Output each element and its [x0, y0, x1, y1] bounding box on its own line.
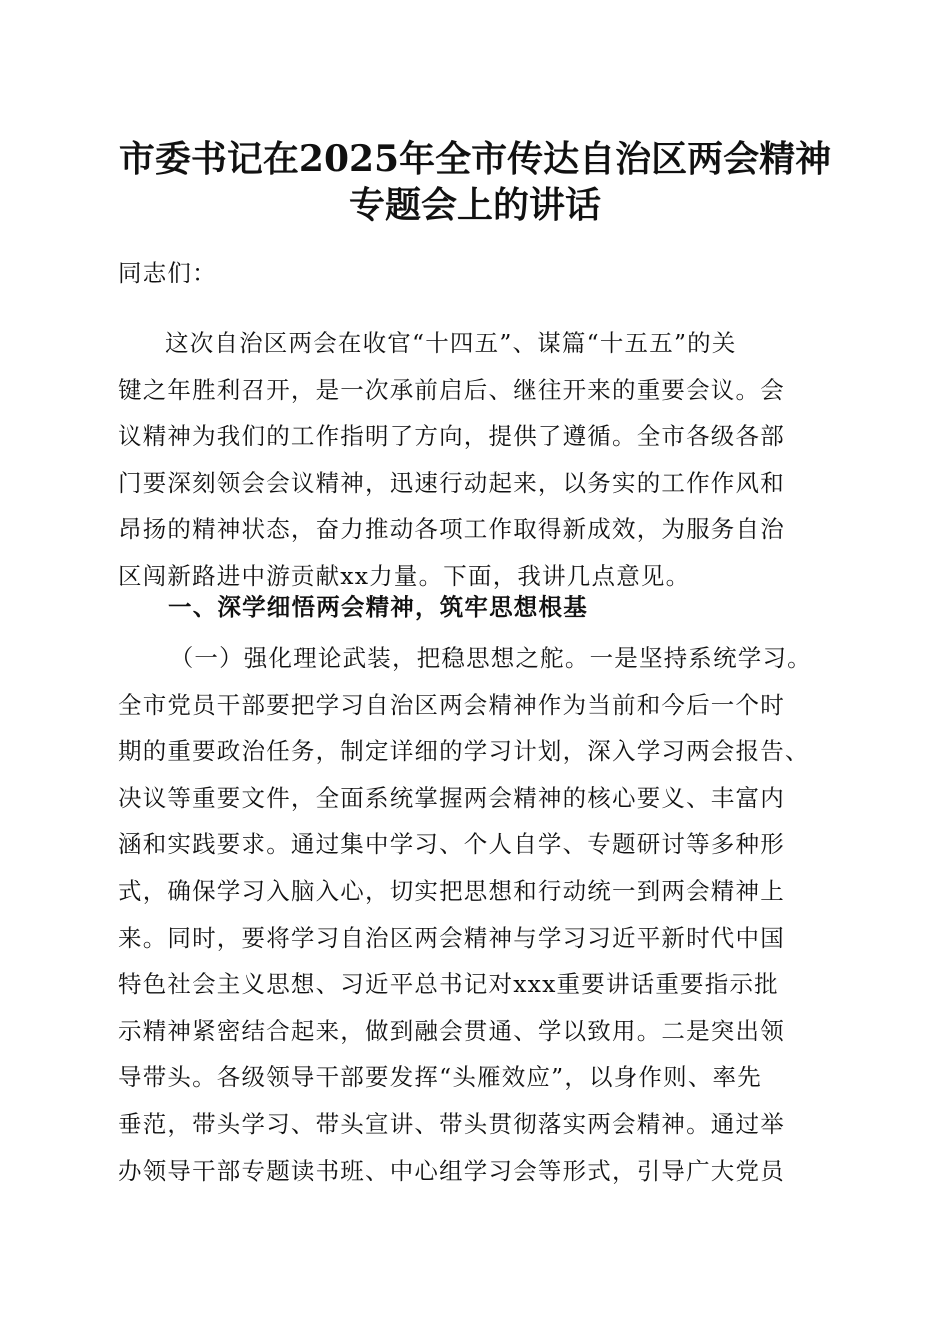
- paragraph-line: 键之年胜利召开，是一次承前启后、继往开来的重要会议。会: [118, 375, 785, 404]
- paragraph-line: 区闯新路进中游贡献xx力量。下面，我讲几点意见。: [118, 561, 691, 590]
- paragraph-line: 示精神紧密结合起来，做到融会贯通、学以致用。二是突出领: [118, 1016, 785, 1045]
- paragraph-line: 导带头。各级领导干部要发挥“头雁效应”，以身作则、率先: [118, 1063, 762, 1092]
- paragraph-line: 决议等重要文件，全面系统掌握两会精神的核心要义、丰富内: [118, 783, 785, 812]
- section-heading-1: 一、深学细悟两会精神，筑牢思想根基: [168, 593, 588, 621]
- salutation-text: 同志们：: [118, 259, 217, 287]
- paragraph-line: 特色社会主义思想、习近平总书记对xxx重要讲话重要指示批: [118, 970, 779, 999]
- paragraph-line: 议精神为我们的工作指明了方向，提供了遵循。全市各级各部: [118, 422, 785, 451]
- document-title-line-2: 专题会上的讲话: [348, 184, 601, 226]
- paragraph-line: 办领导干部专题读书班、中心组学习会等形式，引导广大党员: [118, 1156, 785, 1185]
- paragraph-intro: [118, 320, 830, 600]
- salutation: [118, 250, 830, 297]
- paragraph-line: 这次自治区两会在收官“十四五”、谋篇“十五五”的关: [165, 329, 737, 357]
- paragraph-line: （一）强化理论武装，把稳思想之舵。一是坚持系统学习。: [169, 644, 812, 672]
- paragraph-line: 涵和实践要求。通过集中学习、个人自学、专题研讨等多种形: [118, 830, 785, 859]
- paragraph-line: 来。同时，要将学习自治区两会精神与学习习近平新时代中国: [118, 923, 785, 952]
- paragraph-line: 门要深刻领会会议精神，迅速行动起来，以务实的工作作风和: [118, 468, 785, 497]
- document-title-line-1: 市委书记在2025年全市传达自治区两会精神: [118, 138, 832, 180]
- paragraph-line: 垂范，带头学习、带头宣讲、带头贯彻落实两会精神。通过举: [118, 1109, 785, 1138]
- paragraph-line: 全市党员干部要把学习自治区两会精神作为当前和今后一个时: [118, 690, 785, 719]
- paragraph-line: 期的重要政治任务，制定详细的学习计划，深入学习两会报告、: [118, 737, 810, 766]
- paragraph-line: 式，确保学习入脑入心，切实把思想和行动统一到两会精神上: [118, 876, 785, 905]
- paragraph-section-1: [118, 635, 830, 1194]
- paragraph-line: 昂扬的精神状态，奋力推动各项工作取得新成效，为服务自治: [118, 515, 785, 544]
